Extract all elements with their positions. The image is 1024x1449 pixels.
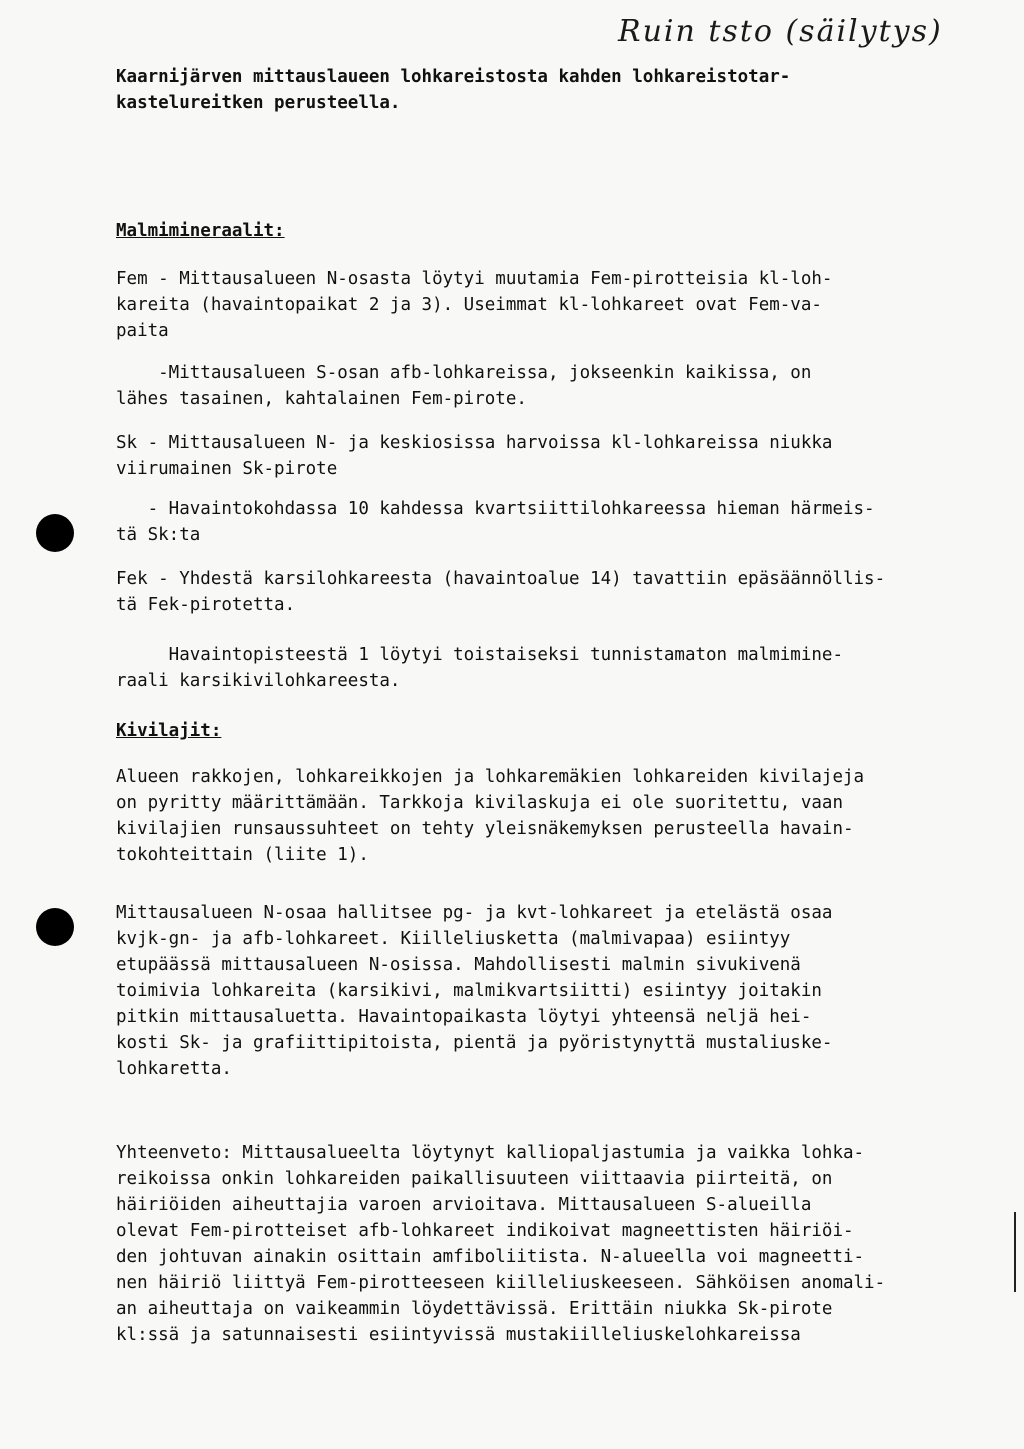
yhteenveto-line-5: den johtuvan ainakin osittain amfiboliitista. N-alueella voi magneetti- <box>116 1247 865 1267</box>
kivilajit-line-3: kivilajien runsaussuhteet on tehty yleisnäkemyksen perusteella havain- <box>116 819 854 839</box>
yhteenveto-line-1: Yhteenveto: Mittausalueelta löytynyt kalliopaljastumia ja vaikka lohka- <box>116 1143 865 1163</box>
sk-line-1: Sk - Mittausalueen N- ja keskiosissa harvoissa kl-lohkareissa niukka <box>116 433 833 453</box>
mittausalue-line-1: Mittausalueen N-osaa hallitsee pg- ja kvt-lohkareet ja etelästä osaa <box>116 903 833 923</box>
sk2-line-1: - Havaintokohdassa 10 kahdessa kvartsiittilohkareessa hieman härmeis- <box>116 499 875 519</box>
handwritten-header: Ruin tsto (säilytys) <box>618 14 943 49</box>
fem-line-3: paita <box>116 321 169 341</box>
title-line-2: kastelureitken perusteella. <box>116 93 401 113</box>
kivilajit-heading: Kivilajit: <box>116 721 222 741</box>
mittausalue-line-3: etupäässä mittausalueen N-osissa. Mahdollisesti malmin sivukivenä <box>116 955 801 975</box>
havainto-line-2: raali karsikivilohkareesta. <box>116 671 401 691</box>
yhteenveto-line-2: reikoissa onkin lohkareiden paikallisuuteen viittaavia piirteitä, on <box>116 1169 833 1189</box>
kivilajit-line-1: Alueen rakkojen, lohkareikkojen ja lohkaremäkien lohkareiden kivilajeja <box>116 767 865 787</box>
mittausalue-line-5: pitkin mittausaluetta. Havaintopaikasta löytyi yhteensä neljä hei- <box>116 1007 812 1027</box>
mittausalue-line-6: kosti Sk- ja grafiittipitoista, pientä ja pyöristynyttä mustaliuske- <box>116 1033 833 1053</box>
yhteenveto-line-4: olevat Fem-pirotteiset afb-lohkareet indikoivat magneettisten häiriöi- <box>116 1221 854 1241</box>
yhteenveto-line-6: nen häiriö liittyä Fem-pirotteeseen kiilleliuskeeseen. Sähköisen anomali- <box>116 1273 886 1293</box>
fem-line-2: kareita (havaintopaikat 2 ja 3). Useimmat kl-lohkareet ovat Fem-va- <box>116 295 822 315</box>
kivilajit-line-2: on pyritty määrittämään. Tarkkoja kivilaskuja ei ole suoritettu, vaan <box>116 793 843 813</box>
fem-line-1: Fem - Mittausalueen N-osasta löytyi muutamia Fem-pirotteisia kl-loh- <box>116 269 833 289</box>
punch-hole-top <box>36 514 74 552</box>
sk-line-2: viirumainen Sk-pirote <box>116 459 338 479</box>
punch-hole-bottom <box>36 908 74 946</box>
fek-line-2: tä Fek-pirotetta. <box>116 595 296 615</box>
fem2-line-2: lähes tasainen, kahtalainen Fem-pirote. <box>116 389 527 409</box>
title-line-1: Kaarnijärven mittauslaueen lohkareistosta kahden lohkareistotar- <box>116 67 791 87</box>
fek-line-1: Fek - Yhdestä karsilohkareesta (havaintoalue 14) tavattiin epäsäännöllis- <box>116 569 886 589</box>
mittausalue-line-2: kvjk-gn- ja afb-lohkareet. Kiilleliusketta (malmivapaa) esiintyy <box>116 929 791 949</box>
mittausalue-line-4: toimivia lohkareita (karsikivi, malmikvartsiitti) esiintyy joitakin <box>116 981 822 1001</box>
fem2-line-1: -Mittausalueen S-osan afb-lohkareissa, jokseenkin kaikissa, on <box>116 363 812 383</box>
sk2-line-2: tä Sk:ta <box>116 525 201 545</box>
yhteenveto-line-8: kl:ssä ja satunnaisesti esiintyvissä mustakiilleliuskelohkareissa <box>116 1325 801 1345</box>
yhteenveto-line-7: an aiheuttaja on vaikeammin löydettävissä. Erittäin niukka Sk-pirote <box>116 1299 833 1319</box>
yhteenveto-line-3: häiriöiden aiheuttajia varoen arvioitava. Mittausalueen S-alueilla <box>116 1195 812 1215</box>
malmimineraalit-heading: Malmimineraalit: <box>116 221 285 241</box>
mittausalue-line-7: lohkaretta. <box>116 1059 232 1079</box>
margin-line <box>1014 1212 1016 1292</box>
kivilajit-line-4: tokohteittain (liite 1). <box>116 845 369 865</box>
havainto-line-1: Havaintopisteestä 1 löytyi toistaiseksi tunnistamaton malmimine- <box>116 645 843 665</box>
